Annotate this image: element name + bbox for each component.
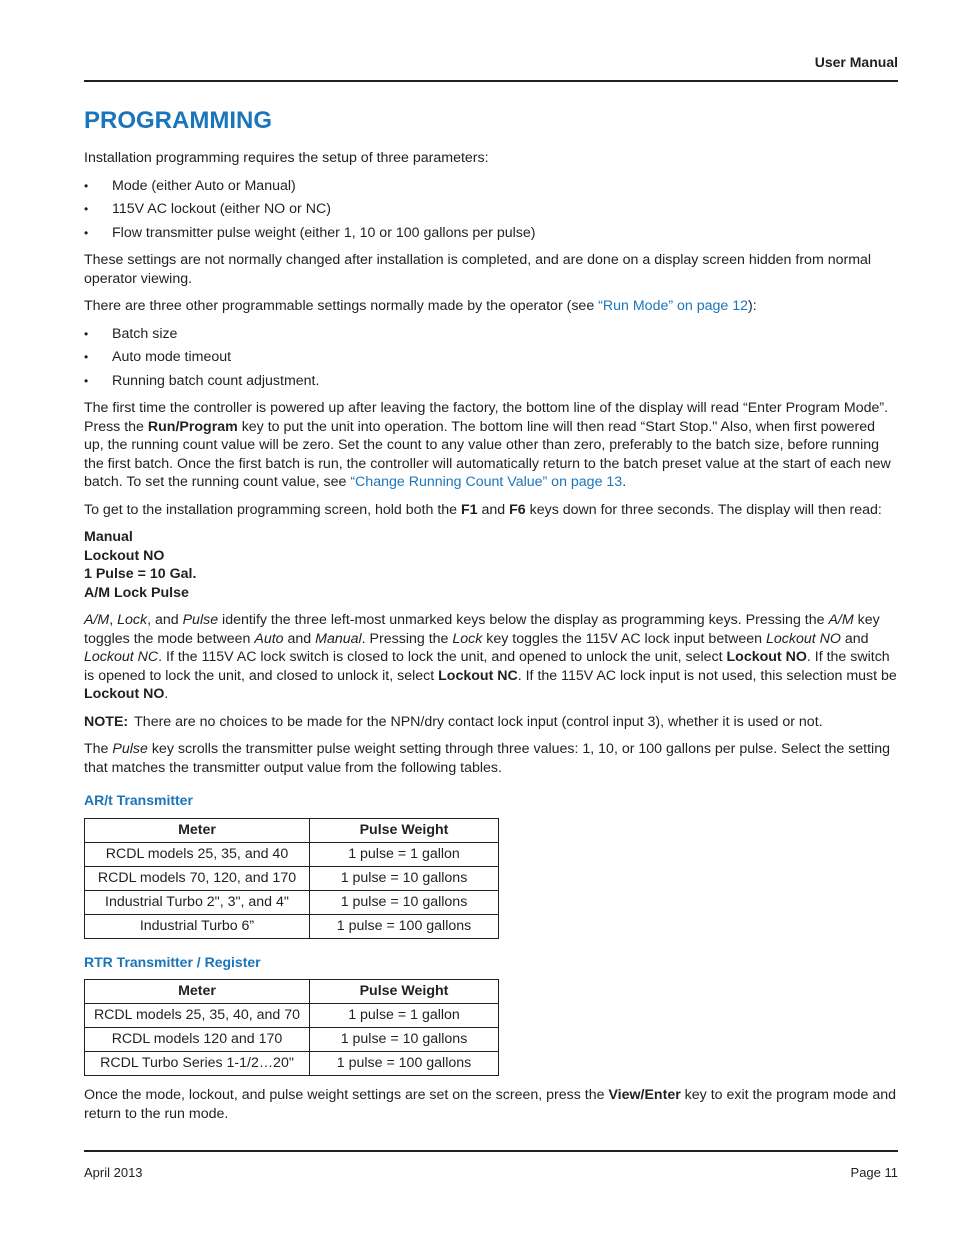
text-run: and <box>840 630 869 647</box>
bold-run: View/Enter <box>608 1087 681 1103</box>
table-cell: RCDL models 70, 120, and 170 <box>85 866 310 890</box>
display-line: A/M Lock Pulse <box>84 584 189 601</box>
text-run: ): <box>748 298 757 314</box>
italic-run: A/M <box>828 612 854 628</box>
first-power-paragraph <box>84 399 898 492</box>
final-paragraph <box>84 1086 898 1123</box>
keys-paragraph <box>84 611 898 704</box>
header-rule <box>84 80 898 82</box>
column-header: Pulse Weight <box>310 818 499 842</box>
footer-page-number: Page 11 <box>850 1165 898 1180</box>
bold-run: F6 <box>509 501 526 518</box>
list-item: • Mode (either Auto or Manual) <box>84 177 898 196</box>
bold-run: Run/Program <box>147 418 238 435</box>
table-row <box>85 866 499 890</box>
text-run: To get to the installation programming screen, hold both the <box>84 501 461 518</box>
text-run: , and <box>147 612 183 628</box>
table-cell: RCDL models 25, 35, 40, and 70 <box>85 1004 310 1028</box>
table-row <box>85 890 499 914</box>
table-cell: 1 pulse = 100 gallons <box>310 1052 499 1076</box>
column-header: Pulse Weight <box>310 980 499 1004</box>
italic-run: Pulse <box>112 741 148 757</box>
table-cell: 1 pulse = 10 gallons <box>310 890 499 914</box>
italic-run: Lockout NO <box>766 630 841 647</box>
table-cell: 1 pulse = 1 gallon <box>310 842 499 866</box>
text-run: There are three other programmable settings normally made by the operator (see <box>84 298 599 314</box>
table-cell: RCDL Turbo Series 1-1/2…20" <box>85 1052 310 1076</box>
params-list <box>84 177 898 243</box>
italic-run: Manual <box>315 630 362 647</box>
text-run: key to put the unit into operation. The bottom line will then read “Start Stop." Also, when first powered up, the running count value will be zero. Set the count to any value other than zero, preferably to the batch size, before running the first batch. Once the first batch is run, the controller will automatically return to the batch preset value at the start of each new batch. To set the running count value, see <box>84 418 891 490</box>
text-run: and <box>283 630 316 647</box>
note-paragraph <box>84 713 898 732</box>
table1-heading: AR/t Transmitter <box>84 792 193 808</box>
table-header-row <box>85 980 499 1004</box>
bold-run: Lockout NC <box>438 667 518 684</box>
italic-run: Auto <box>254 630 284 647</box>
footer-rule <box>84 1150 898 1152</box>
pulse-paragraph <box>84 740 898 777</box>
table-row <box>85 1004 499 1028</box>
note-label: NOTE: <box>84 713 129 730</box>
list-item: • Flow transmitter pulse weight (either 1, 10 or 100 gallons per pulse) <box>84 224 898 243</box>
display-readout <box>84 528 898 602</box>
table-cell: 1 pulse = 1 gallon <box>310 1004 499 1028</box>
list-item: • Auto mode timeout <box>84 348 898 367</box>
text-run: . <box>622 474 627 490</box>
text-run: . If the switch is opened to lock the unit, and closed to unlock it, select <box>84 649 890 684</box>
header-title: User Manual <box>814 54 898 70</box>
list-item: • 115V AC lockout (either NO or NC) <box>84 200 898 219</box>
text-run: The <box>84 741 113 757</box>
italic-run: Lock <box>117 612 148 628</box>
italic-run: Pulse <box>182 612 219 628</box>
table-cell: 1 pulse = 100 gallons <box>310 914 499 938</box>
section-title: PROGRAMMING <box>84 107 272 134</box>
text-run: keys down for three seconds. The display will then read: <box>525 501 882 518</box>
text-run: identify the three left-most unmarked keys below the display as programming keys. Pressing the <box>218 612 829 628</box>
text-run: , <box>109 612 118 628</box>
bold-run: F1 <box>460 501 478 518</box>
italic-run: A/M <box>84 612 110 628</box>
running-count-link[interactable]: “Change Running Count Value” on page 13 <box>350 474 623 490</box>
footer-date: April 2013 <box>84 1165 143 1180</box>
list-item: • Batch size <box>84 325 898 344</box>
text-run: Once the mode, lockout, and pulse weight settings are set on the screen, press the <box>84 1087 609 1103</box>
list-item: • Running batch count adjustment. <box>84 372 898 391</box>
table-cell: Industrial Turbo 6” <box>85 914 310 938</box>
display-line: 1 Pulse = 10 Gal. <box>84 566 197 582</box>
table-cell: 1 pulse = 10 gallons <box>310 1028 499 1052</box>
note-text: There are no choices to be made for the NPN/dry contact lock input (control input 3), whether it is used or not. <box>134 713 823 730</box>
operator-settings-list <box>84 325 898 391</box>
column-header: Meter <box>85 818 310 842</box>
display-line: Manual <box>84 529 133 545</box>
bold-run: Lockout NO <box>84 686 165 702</box>
table-cell: RCDL models 25, 35, and 40 <box>85 842 310 866</box>
italic-run: Lockout NC <box>84 649 159 665</box>
run-mode-link[interactable]: “Run Mode” on page 12 <box>598 298 749 314</box>
text-run: The first time the controller is powered up after leaving the factory, the bottom line of the display will read “Enter Program Mode”. Press the <box>84 400 889 435</box>
display-line: Lockout NO <box>84 547 165 564</box>
text-run: key scrolls the transmitter pulse weight setting through three values: 1, 10, or 100 gallons per pulse. Select the setting that matches the transmitter output value from the following tables. <box>84 741 890 776</box>
text-run: . Pressing the <box>361 630 453 647</box>
table-row <box>85 1028 499 1052</box>
text-run: . <box>164 686 169 702</box>
column-header: Meter <box>85 980 310 1004</box>
art-transmitter-table <box>84 818 499 939</box>
text-run: key toggles the mode between <box>84 612 880 647</box>
text-run: key toggles the 115V AC lock input between <box>482 630 767 647</box>
table-row <box>85 914 499 938</box>
text-run: . If the 115V AC lock switch is closed to lock the unit, and opened to unlock the unit, select <box>158 649 727 665</box>
table2-heading: RTR Transmitter / Register <box>84 953 261 970</box>
rtr-transmitter-table <box>84 979 499 1076</box>
table-row <box>85 842 499 866</box>
table-cell: 1 pulse = 10 gallons <box>310 866 499 890</box>
text-run: . If the 115V AC lock input is not used, this selection must be <box>517 667 897 684</box>
get-screen-paragraph <box>84 501 898 520</box>
text-run: key to exit the program mode and return to the run mode. <box>84 1087 897 1122</box>
settings-paragraph: These settings are not normally changed after installation is completed, and are done on a display screen hidden from normal operator viewing. <box>84 252 872 287</box>
main-content <box>84 107 898 1132</box>
table-row <box>85 1052 499 1076</box>
table-cell: RCDL models 120 and 170 <box>85 1028 310 1052</box>
text-run: and <box>477 501 510 518</box>
italic-run: Lock <box>452 630 483 647</box>
table-cell: Industrial Turbo 2", 3", and 4" <box>85 890 310 914</box>
intro-paragraph: Installation programming requires the setup of three parameters: <box>84 150 489 166</box>
bold-run: Lockout NO <box>726 649 807 665</box>
table-header-row <box>85 818 499 842</box>
other-settings-paragraph <box>84 297 898 316</box>
